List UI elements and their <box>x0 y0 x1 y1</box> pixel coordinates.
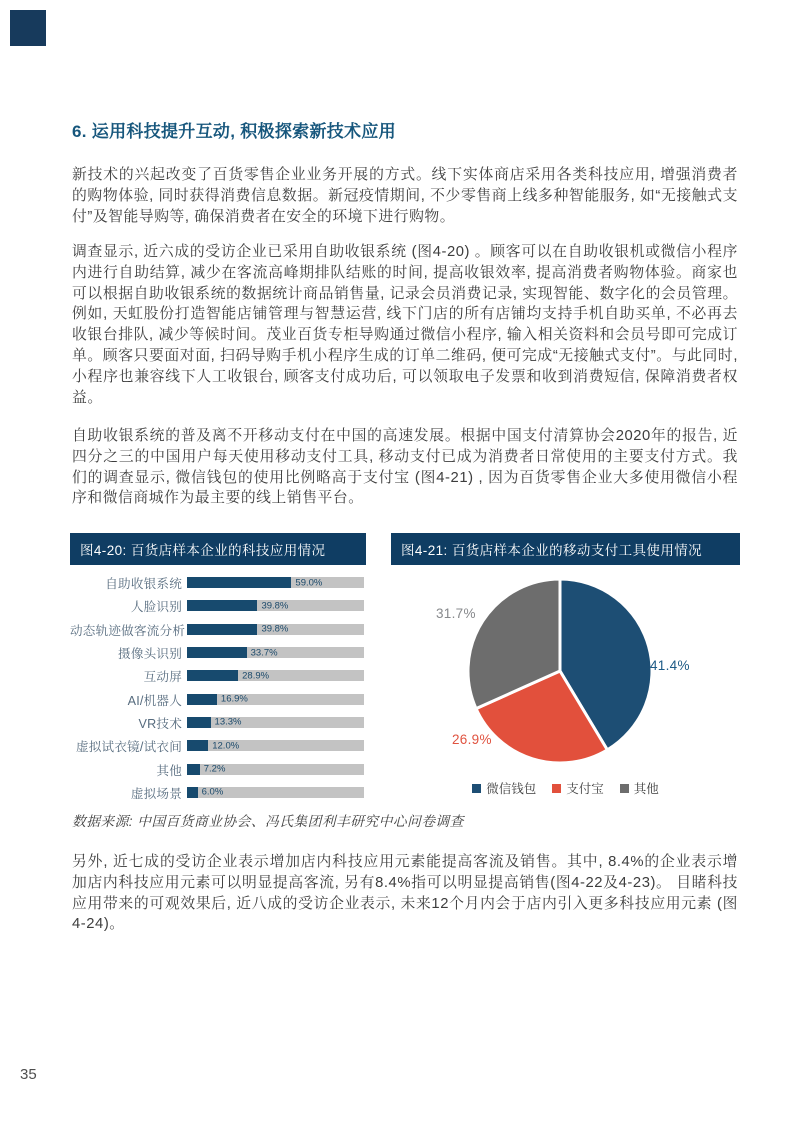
bar-value-label: 13.3% <box>214 716 242 728</box>
page-corner-mark <box>10 10 46 46</box>
paragraph-3: 自助收银系统的普及离不开移动支付在中国的高速发展。根据中国支付清算协会2020年的报告, 近四分之三的中国用户每天使用移动支付工具, 移动支付已成为消费者日常使用的主要支付方式。我们的调查显示, 微信钱包的使用比例略高于支付宝 (图4-21) , 因为百货零售企业大多使用微信小程序和微信商城作为最主要的线上销售平台。 <box>72 428 738 507</box>
figure-4-20-title-bar: 图4-20: 百货店样本企业的科技应用情况 <box>70 533 366 565</box>
pie-value-other: 31.7% <box>436 606 476 621</box>
bar-value-label: 7.2% <box>203 763 226 775</box>
bar-category-label: 虚拟场景 <box>130 786 182 801</box>
bar-category-label: AI/机器人 <box>127 693 182 708</box>
bar-value-label: 6.0% <box>201 786 224 798</box>
pie-value-wechat: 41.4% <box>650 658 690 673</box>
legend-item <box>472 779 536 797</box>
bar-value-label: 39.8% <box>261 600 289 612</box>
bar-value-label: 16.9% <box>220 693 248 705</box>
bar-category-label: 动态轨迹做客流分析 <box>70 623 186 638</box>
paragraph-4: 另外, 近七成的受访企业表示增加店内科技应用元素能提高客流及销售。其中, 8.4%的企业表示增加店内科技应用元素可以明显提高客流, 另有8.4%指可以明显提高销售(图4-22及4-23)。 目睹科技应用带来的可观效果后, 近八成的受访企业表示, 未来12个月内会于店内引入更多科技应用元素 (图4-24)。 <box>72 854 738 933</box>
bar-track <box>187 600 364 611</box>
figure-4-20-bar-chart <box>70 571 370 804</box>
bar-track <box>187 694 364 705</box>
bar-track <box>187 670 364 681</box>
bar-value-label: 12.0% <box>212 740 240 752</box>
bar-row <box>70 571 370 594</box>
bar-row <box>70 687 370 710</box>
bar-track <box>187 577 364 588</box>
bar-row <box>70 641 370 664</box>
bar-track <box>187 740 364 751</box>
bar-fill <box>187 600 257 611</box>
bar-category-label: 虚拟试衣镜/试衣间 <box>75 740 182 755</box>
bar-row <box>70 711 370 734</box>
bar-row <box>70 664 370 687</box>
bar-track <box>187 717 364 728</box>
bar-category-label: VR技术 <box>138 716 182 731</box>
bar-fill <box>187 787 198 798</box>
bar-value-label: 39.8% <box>261 623 289 635</box>
bar-value-label: 59.0% <box>295 577 323 589</box>
bar-category-label: 互动屏 <box>143 670 182 685</box>
bar-fill <box>187 577 291 588</box>
bar-track <box>187 787 364 798</box>
bar-category-label: 自助收银系统 <box>105 577 182 592</box>
legend-item <box>552 779 604 797</box>
legend-swatch-icon <box>552 784 561 793</box>
bar-row <box>70 734 370 757</box>
bar-track <box>187 647 364 658</box>
paragraph-1: 新技术的兴起改变了百货零售企业业务开展的方式。线下实体商店采用各类科技应用, 增强消费者的购物体验, 同时获得消费信息数据。新冠疫情期间, 不少零售商上线多种智能服务, 如“无接触式支付”及智能导购等, 确保消费者在安全的环境下进行购物。 <box>72 167 738 225</box>
paragraph-2: 调查显示, 近六成的受访企业已采用自助收银系统 (图4-20) 。顾客可以在自助收银机或微信小程序内进行自助结算, 减少在客流高峰期排队结账的时间, 提高收银效率, 提高消费者购物体验。商家也可以根据自助收银系统的数据统计商品销售量, 记录会员消费记录, 实现智能、数字化的会员管理。例如, 天虹股份打造智能店铺管理与智慧运营, 线下门店的所有店铺均支持手机自助买单, 不必再去收银台排队, 减少等候时间。茂业百货专柜导购通过微信小程序, 输入相关资料和会员号即可完成订单。顾客只要面对面, 扫码导购手机小程序生成的订单二维码, 便可完成“无接触式支付”。与此同时, 小程序也兼容线下人工收银台, 顾客支付成功后, 可以领取电子发票和收到消费短信, 保障消费者权益。 <box>72 244 738 406</box>
bar-fill <box>187 717 211 728</box>
data-source-note: 数据来源: 中国百货商业协会、冯氏集团利丰研究中心问卷调查 <box>72 814 464 829</box>
page-number: 35 <box>20 1066 37 1083</box>
bar-category-label: 其他 <box>156 763 182 778</box>
bar-row <box>70 594 370 617</box>
bar-fill <box>187 740 208 751</box>
bar-fill <box>187 764 200 775</box>
pie-legend <box>391 779 740 797</box>
legend-label: 支付宝 <box>566 782 604 796</box>
bar-row <box>70 757 370 780</box>
legend-swatch-icon <box>472 784 481 793</box>
bar-fill <box>187 624 257 635</box>
pie-value-alipay: 26.9% <box>452 732 492 747</box>
legend-swatch-icon <box>620 784 629 793</box>
figure-4-21-title-bar: 图4-21: 百货店样本企业的移动支付工具使用情况 <box>391 533 740 565</box>
bar-track <box>187 764 364 775</box>
bar-row <box>70 618 370 641</box>
bar-fill <box>187 647 247 658</box>
bar-fill <box>187 694 217 705</box>
bar-category-label: 人脸识别 <box>130 600 182 615</box>
bar-row <box>70 781 370 804</box>
bar-category-label: 摄像头识别 <box>118 647 182 662</box>
bar-track <box>187 624 364 635</box>
bar-value-label: 28.9% <box>242 670 270 682</box>
bar-value-label: 33.7% <box>250 647 278 659</box>
legend-item <box>620 779 659 797</box>
bar-fill <box>187 670 238 681</box>
legend-label: 微信钱包 <box>486 782 537 796</box>
legend-label: 其他 <box>633 782 659 796</box>
section-title: 6. 运用科技提升互动, 积极探索新技术应用 <box>72 122 396 141</box>
